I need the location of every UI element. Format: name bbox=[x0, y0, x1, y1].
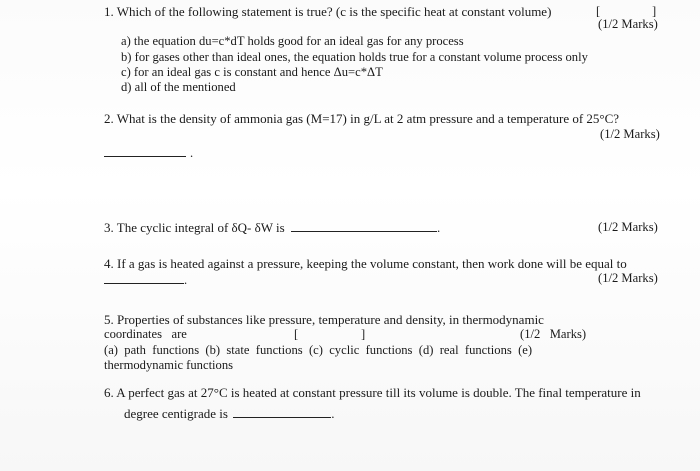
q5-line1: 5. Properties of substances like pressure, temperature and density, in thermodynamic bbox=[104, 312, 544, 327]
q3-answer-end: . bbox=[436, 220, 441, 235]
q6-question-end: degree centigrade is bbox=[124, 406, 228, 421]
q3-marks: (1/2 Marks) bbox=[598, 220, 658, 234]
q1-bracket-open: [ bbox=[596, 4, 601, 18]
q1-marks: (1/2 Marks) bbox=[598, 17, 658, 31]
q5-option-e: thermodynamic functions bbox=[104, 358, 234, 372]
q6-line1: 6. A perfect gas at 27°C is heated at constant pressure till its volume is double. The final temperature in bbox=[104, 385, 641, 400]
q4-answer-line[interactable] bbox=[104, 272, 187, 288]
q3-line bbox=[104, 220, 440, 235]
q1-option-b: b) for gases other than ideal ones, the equation holds true for a constant volume process only bbox=[121, 50, 588, 64]
q1-question: 1. Which of the following statement is true? (c is the specific heat at constant volume) bbox=[104, 4, 552, 19]
q4-answer-end: . bbox=[184, 273, 188, 287]
q4-answer-blank[interactable] bbox=[104, 272, 184, 284]
q5-coordinates-label: coordinates are bbox=[104, 327, 187, 341]
q2-question: 2. What is the density of ammonia gas (M=17) in g/L at 2 atm pressure and a temperature of 25°C? bbox=[104, 111, 620, 126]
q5-options: (a) path functions (b) state functions (c) cyclic functions (d) real functions (e) bbox=[104, 343, 533, 357]
q5-bracket-open: [ bbox=[294, 327, 299, 341]
q1-bracket-close: ] bbox=[652, 4, 657, 18]
q2-answer-end: . bbox=[190, 146, 194, 160]
q3-answer-blank[interactable] bbox=[291, 220, 437, 232]
q5-bracket-close: ] bbox=[361, 327, 366, 341]
q1-option-d: d) all of the mentioned bbox=[121, 80, 236, 94]
q6-answer-end: . bbox=[331, 406, 335, 421]
q5-marks: (1/2 Marks) bbox=[520, 327, 587, 341]
q6-answer-blank[interactable] bbox=[233, 406, 331, 418]
q6-line2 bbox=[124, 406, 334, 421]
q4-marks: (1/2 Marks) bbox=[598, 271, 658, 285]
q2-answer-blank[interactable] bbox=[104, 145, 186, 157]
q1-option-c: c) for an ideal gas c is constant and hence Δu=c*ΔT bbox=[121, 65, 383, 79]
q1-option-a: a) the equation du=c*dT holds good for an ideal gas for any process bbox=[121, 34, 464, 48]
q4-question: 4. If a gas is heated against a pressure, keeping the volume constant, then work done will be equal to bbox=[104, 256, 627, 271]
q2-marks: (1/2 Marks) bbox=[600, 127, 660, 141]
q2-answer-line[interactable] bbox=[104, 145, 193, 161]
q3-question: 3. The cyclic integral of δQ- δW is bbox=[104, 220, 285, 235]
